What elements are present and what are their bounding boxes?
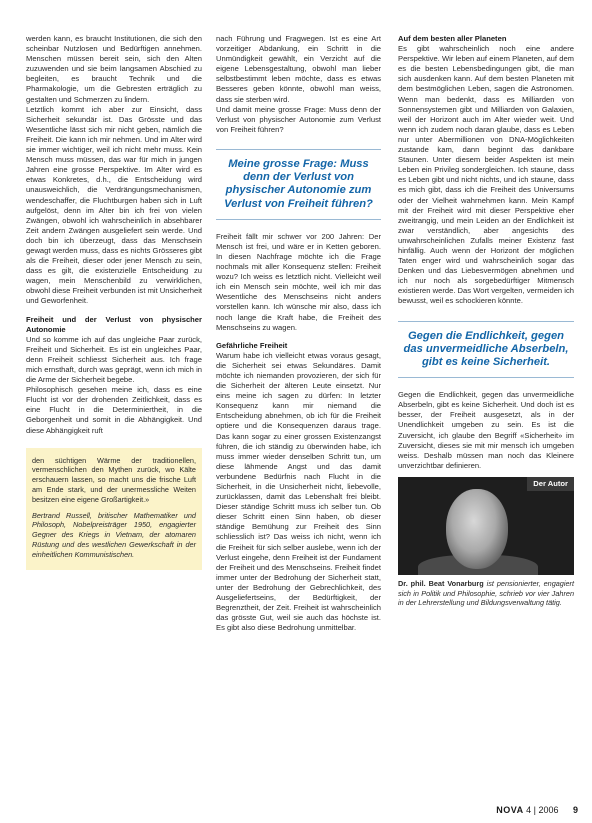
paragraph: werden kann, es braucht Institutionen, die sich den scheinbar Nutzlosen und Bedürftigen annehmen. Menschen müssen bereit sein, sich den Alten zuzuwenden und sie beim langsamen Abschied zu begleiten, es braucht Technik und die Pharmakologie, um die Gebresten erträglich zu gestalten und Schmerzen zu lindern. (26, 34, 202, 104)
author-bio: ist pensionierter, engagiert sich in Politik und Philosophie, schrieb vor vier Jahren in der Lehrerstellung und Bildungsverwaltung tätig. (398, 578, 574, 608)
quote-source: Bertrand Russell, britischer Mathematiker und Philosoph, Nobelpreisträger 1950, engagierter Gegner des Kriegs in Vietnam, der atomaren Rüstung und des westlichen Gewerkschaft in der einheitlichen Kommunistischen. (32, 510, 196, 559)
column-1 (26, 34, 202, 570)
author-box (398, 477, 574, 619)
author-tag: Der Autor (527, 477, 574, 491)
column-3 (398, 34, 574, 619)
paragraph: Philosophisch gesehen meine ich, dass es eine Flucht ist vor der drohenden Zeitlichkeit, dass es eine Flucht in die Determiniertheit, in die Geborgenheit und somit in die Abhängigkeit. Und diese Abhängigkeit ruft (26, 385, 202, 435)
issue-number: 4 | 2006 (526, 805, 559, 815)
paragraph: Es gibt wahrscheinlich noch eine andere Perspektive. Wir leben auf einem Planeten, auf dem es die besten Lebensbedingungen gibt, die man sich ausdenken kann. Auf dem besten Planeten mit dem bestmöglichen Leben, sagen die Astronomen. Wenn man bedenkt, dass es Milliarden von Sonnensystemen gibt und Milliarden von Galaxien, weil der Horizont auch im Alter wieder weit. Und wenn ich zudem noch daran glaube, dass es Leben nur unter Abermillionen von DNA-Möglichkeiten zustande kam, dann beginnt das dankbare Staunen. Unter diesem beider Aspekten ist mein Leben ein Privileg sondergleichen. Ich staune, dass es Leben gibt und nicht nichts, und ich staune, dass es mich gibt, dass ich die Freiheit des Universums oder der Vielheit wahrnehmen kann. Mein Kampf mit der Freiheit wird mit dieser Perspektive eher zweitrangig, und mein Leiden an der Endlichkeit ist zwar verständlich, aber angesichts des unwahrscheinlichen Zufalls meiner Existenz fast hinfällig. Auch wenn der Horizont der möglichen Taten enger wird und wahrscheinlich sogar das Denken und das Liebesvermögen abnehmen und ich nur noch als sorgebedürftiger Mitmensch existieren werde. Das Wort vergelten, vermeiden ich bewusst, weil es schockieren könnte. (398, 44, 574, 306)
column-2 (216, 34, 381, 633)
paragraph: Warum habe ich vielleicht etwas voraus gesagt, die Sicherheit sei etwas Sekundäres. Damit möchte ich niemanden provozieren, der sich für die Sicherheit der älteren Leute einsetzt. Nur eins meine ich sagen zu dürfen: In letzter Konsequenz kann mir niemand die Entscheidung abnehmen, ob ich für die Freiheit optiere und die Konsequenzen daraus trage. Das kann sogar zu einer grossen Existenzangst führen, die ich ständig zu überwinden habe, ich muss immer wieder denselben Schritt tun, um diese lähmende Angst und das damit verbundene Bedürfnis nach Flucht in die Sicherheit, in die Unsicherheit nicht, liebevolle, zurücklassen, damit das Lebenshalt frei bleibt. Dieser ständige Schritt muss ich selber tun. Ob dieser Schritt einen Sinn haben, ob dieser ständige Bemühung zur Freiheit des Sinn schliesslich ist? Das weiss ich nicht, wenn ich die Freiheit für sich selber auslebe, wenn ich der Verlust eingehe, denn Freiheit ist der Fundament der Freiheit und des Menschseins. Freiheit findet immer unter der Bedrohung der Sicherheit statt, unter der Bedrohung der Gebrechlichkeit, des Ausgeliefertseins, der Bedürftigkeit, der Begrenztheit, der Zeit. Freiheit ist wahrscheinlich das grösste Gut, weil sie auch das höchste ist. Es gibt also diese Bedrohung unmittelbar. (216, 350, 381, 633)
paragraph: Freiheit fällt mir schwer vor 200 Jahren: Der Mensch ist frei, und wäre er in Ketten geboren. In diesen Nachfrage möchte ich die Frage nochmals mit aller Konsequenz stellen: Freiheit wozu? Ich weiss es letztlich nicht. Vielleicht weil ich ein Mensch sein möchte, weil ich mir das Wesentliche des Menschseins nicht anders vorstellen kann. Ich wünsche mir also, dass ich noch lange die Kraft habe, die Freiheit des Menschseins zu wagen. (216, 231, 381, 332)
page-number: 9 (572, 805, 578, 815)
pull-quote: Meine grosse Frage: Muss denn der Verlust von physischer Autonomie zum Verlust von Freiheit führen? (216, 149, 381, 220)
author-photo (398, 477, 574, 575)
quote-box (26, 448, 202, 570)
author-photo-face (446, 489, 508, 569)
subheading: Freiheit und der Verlust von physischer Autonomie (26, 314, 202, 334)
quote-text: den süchtigen Wärme der traditionellen, vermenschlichen den Mythen zurück, wo Kälte erschauern lassen, so macht uns die frische Luft am Ende stark, und der unermessliche Weiten besitzen eine eigene Großartigkeit.» (32, 455, 196, 504)
paragraph: Gegen die Endlichkeit, gegen das unvermeidliche Abserbeln, gibt es keine Sicherheit. Und doch ist es besser, der Freiheit ausgesetzt, als in der Unendlichkeit umgeben zu sein. Es ist die Zuversicht, ich glaube den Begriff «Sicherheit» im Zuversicht, dieses sie mit mir mensch ich umgeben weiss. Deshalb müssen man noch das Kleinere unverzichtbar definieren. (398, 390, 574, 470)
paragraph: Und damit meine grosse Frage: Muss denn der Verlust von physischer Autonomie zum Verlust von Freiheit führen? (216, 104, 381, 134)
subheading: Auf dem besten aller Planeten (398, 34, 507, 43)
subheading: Gefährliche Freiheit (216, 340, 288, 350)
author-name: Dr. phil. Beat Vonarburg (398, 578, 484, 588)
paragraph: Letztlich kommt ich aber zur Einsicht, dass Sicherheit sekundär ist. Das Grösste und das Wesentliche lässt sich mir nicht geben, nämlich die Freiheit. Die kann ich mir nehmen. Und im Alter wird sie immer wichtiger, weil ich nicht mehr muss. Kein Mensch muss müssen, das war für mich in jungen Jahren eine grosse Perspektive. Im Alter wird es etwas Konkretes, d.h., die Entscheidung wird unausweichlich, die Verdrängungsmechanismen, wendeschaffer, die Fluchtburgen haben sich in Luft aufgelöst, denn im Alter bin ich frei von vielen Zwängen, obwohl ich wahrscheinlich in absehbarer Zeit andern Zwängen ausgeliefert sein werde. Und doch bin ich überzeugt, dass das Menschsein gewagt werden muss, dass es nichts Grösseres gibt als die Freiheit, dieser oder jener Mensch zu sein, dass es gilt, die existenzielle Entscheidung zu wagen, mein Menschenbild zu verwirklichen, obwohl diese Freiheit verbunden ist mit Unsicherheit und Geworfenheit. (26, 104, 203, 306)
pull-quote: Gegen die Endlichkeit, gegen das unvermeidliche Abserbeln, gibt es keine Sicherheit. (398, 321, 574, 379)
page-footer (496, 805, 578, 815)
author-caption (398, 579, 574, 608)
paragraph: nach Führung und Fragwegen. Ist es eine Art vorzeitiger Abdankung, ein Schritt in die Unmündigkeit gewählt, ein Verzicht auf die eigene Lebensgestaltung, obwohl man lieber selbstbestimmt leben möchte, dass es etwas Besseres geben könnte, obwohl man weiss, dass sie sterben wird. (216, 34, 381, 104)
paragraph: Und so komme ich auf das ungleiche Paar zurück, Freiheit und Sicherheit. Es ist ein ungleiches Paar, denn Freiheit schliesst Sicherheit aus. Ich frage mich ernsthaft, durch was geprägt, wenn ich mich in die Arme der Sicherheit begebe. (26, 334, 202, 385)
magazine-name: NOVA (496, 805, 524, 815)
